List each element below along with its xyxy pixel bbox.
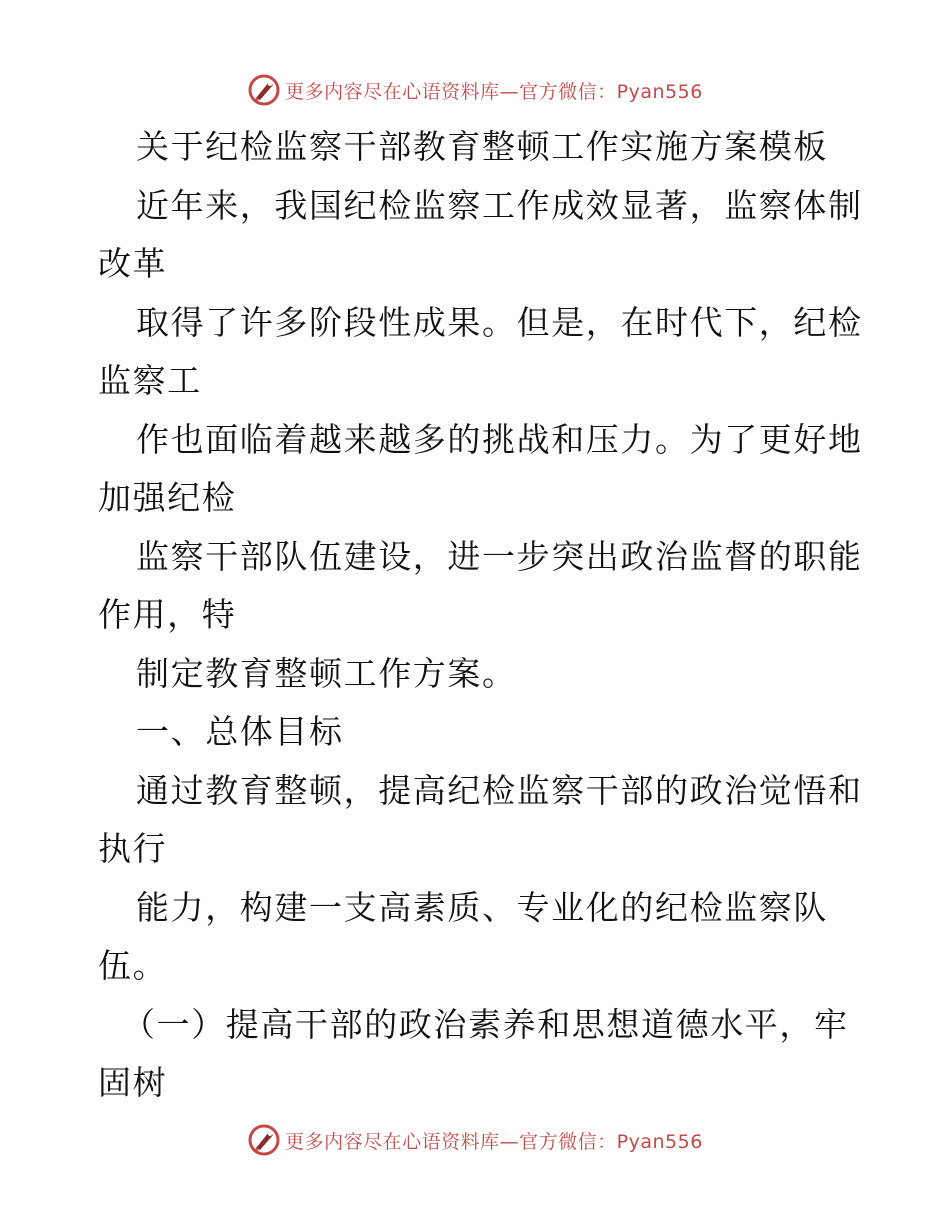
paragraph-line: 加强纪检 (98, 478, 237, 517)
paragraph-line: 改革 (98, 244, 168, 283)
paragraph-line: 执行 (98, 829, 168, 868)
paragraph-line: 通过教育整顿，提高纪检监察干部的政治觉悟和 (136, 770, 863, 810)
paragraph-line: 制定教育整顿工作方案。 (136, 653, 517, 693)
footer-banner-text: 更多内容尽在心语资料库—官方微信：Pyan556 (285, 1130, 703, 1153)
header-banner (0, 70, 950, 110)
paragraph-line: 近年来，我国纪检监察工作成效显著，监察体制 (136, 185, 863, 225)
quill-pen-circle-icon (247, 1123, 281, 1157)
doc-title: 关于纪检监察干部教育整顿工作实施方案模板 (136, 127, 828, 166)
paragraph-line: 取得了许多阶段性成果。但是，在时代下，纪检 (136, 302, 863, 342)
paragraph-line: 监察干部队伍建设，进一步突出政治监督的职能 (136, 536, 863, 576)
subsection-heading: （一）提高干部的政治素养和思想道德水平，牢 (122, 1004, 849, 1044)
paragraph-line: 作也面临着越来越多的挑战和压力。为了更好地 (136, 419, 863, 459)
paragraph-line: 伍。 (98, 946, 168, 985)
footer-banner (0, 1120, 950, 1160)
paragraph-line: 监察工 (98, 361, 202, 400)
paragraph-line: 作用，特 (98, 595, 237, 634)
document-body (98, 118, 863, 1113)
header-banner-text: 更多内容尽在心语资料库—官方微信：Pyan556 (285, 80, 703, 103)
paragraph-line: 固树 (98, 1063, 168, 1102)
section-heading: 一、总体目标 (136, 712, 344, 751)
paragraph-line: 能力，构建一支高素质、专业化的纪检监察队 (136, 887, 828, 927)
quill-pen-circle-icon (247, 73, 281, 107)
